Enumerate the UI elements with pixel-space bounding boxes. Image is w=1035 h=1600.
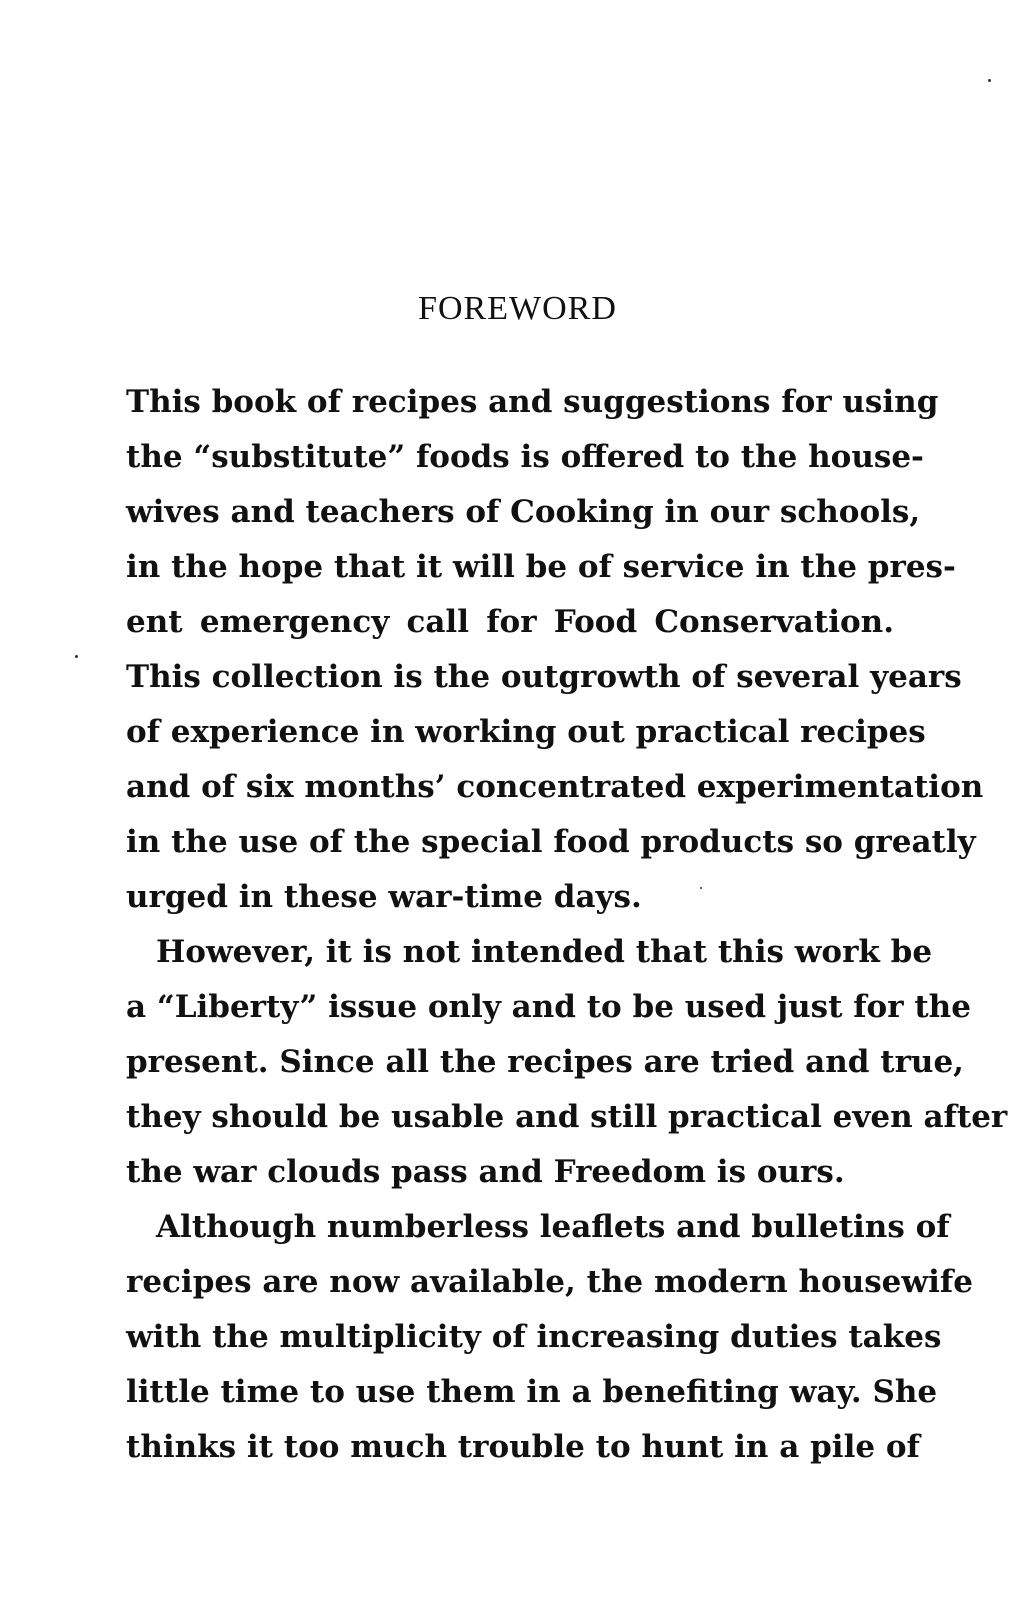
scan-speck — [988, 79, 991, 82]
text-line: ent emergency call for Food Conservation. — [126, 604, 894, 640]
text-line: the war clouds pass and Freedom is ours. — [126, 1154, 845, 1190]
text-line: This collection is the outgrowth of several years — [126, 659, 962, 695]
text-line: a “Liberty” issue only and to be used just for the — [126, 989, 971, 1025]
text-line: in the hope that it will be of service in the pres- — [126, 549, 956, 585]
text-line: wives and teachers of Cooking in our schools, — [126, 494, 921, 530]
text-line: urged in these war-time days. — [126, 879, 642, 915]
text-line: in the use of the special food products so greatly — [126, 824, 976, 860]
text-line: However, it is not intended that this work be — [156, 934, 933, 970]
text-line: recipes are now available, the modern housewife — [126, 1264, 973, 1300]
text-line: thinks it too much trouble to hunt in a pile of — [126, 1429, 920, 1465]
scan-speck — [75, 655, 78, 658]
page-title: FOREWORD — [418, 290, 617, 327]
text-line: and of six months’ concentrated experimentation — [126, 769, 984, 805]
scan-speck — [700, 887, 702, 889]
text-line: Although numberless leaflets and bulletins of — [156, 1209, 950, 1245]
text-line: with the multiplicity of increasing duties takes — [126, 1319, 942, 1355]
text-line: little time to use them in a benefiting way. She — [126, 1374, 938, 1410]
text-line: the “substitute” foods is offered to the house- — [126, 439, 924, 475]
text-line: they should be usable and still practical even after — [126, 1099, 1008, 1135]
foreword-text — [126, 375, 1008, 1475]
text-line: of experience in working out practical recipes — [126, 714, 926, 750]
text-line: This book of recipes and suggestions for using — [126, 384, 939, 420]
text-line: present. Since all the recipes are tried and true, — [126, 1044, 964, 1080]
